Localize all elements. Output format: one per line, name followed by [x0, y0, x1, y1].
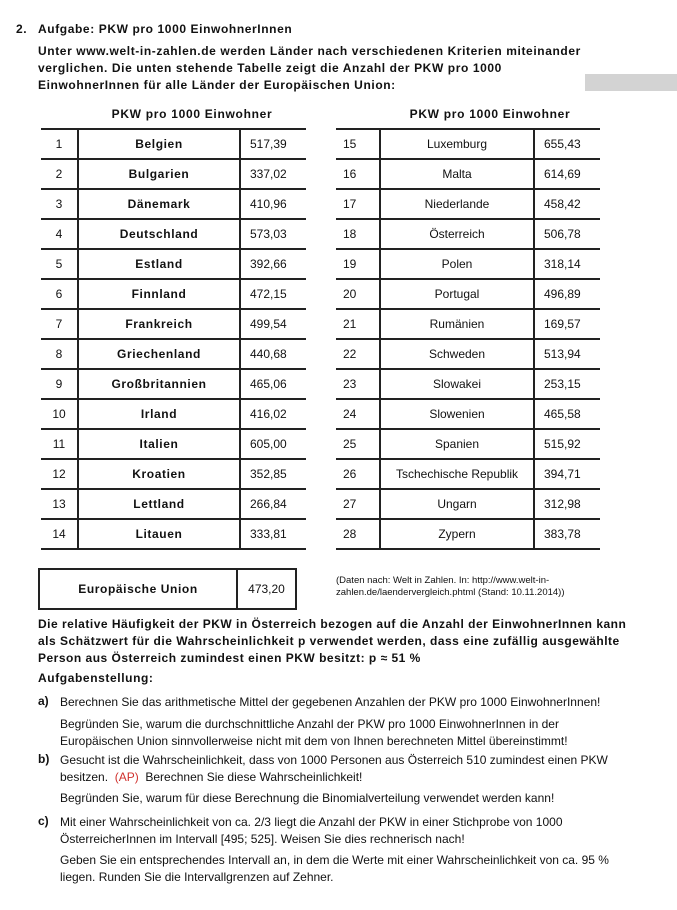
country-name: Finnland	[78, 279, 240, 309]
ap-marker: (AP)	[114, 770, 139, 784]
pkw-value: 266,84	[240, 489, 306, 519]
pkw-value: 614,69	[534, 159, 600, 189]
row-number: 24	[336, 399, 380, 429]
pkw-value: 410,96	[240, 189, 306, 219]
country-name: Niederlande	[380, 189, 534, 219]
pkw-value: 496,89	[534, 279, 600, 309]
relative-line: Die relative Häufigkeit der PKW in Österreich bezogen auf die Anzahl der EinwohnerInnen kann	[38, 617, 627, 631]
part-a-line: Begründen Sie, warum die durchschnittliche Anzahl der PKW pro 1000 EinwohnerInnen in der	[60, 717, 559, 731]
row-number: 1	[41, 129, 78, 159]
table-row	[336, 429, 600, 459]
part-c-line: liegen. Runden Sie die Intervallgrenzen auf Zehner.	[60, 870, 334, 884]
table-row	[336, 249, 600, 279]
table-row	[41, 249, 306, 279]
table-row	[41, 159, 306, 189]
pkw-value: 465,06	[240, 369, 306, 399]
country-name: Rumänien	[380, 309, 534, 339]
table-header-right: PKW pro 1000 Einwohner	[380, 100, 600, 129]
relative-line: Person aus Österreich zumindest einen PKW besitzt: p ≈ 51 %	[38, 651, 421, 665]
country-name: Bulgarien	[78, 159, 240, 189]
table-row	[41, 459, 306, 489]
table-row	[41, 429, 306, 459]
intro-line: EinwohnerInnen für alle Länder der Europäischen Union:	[38, 78, 396, 92]
country-name: Slowenien	[380, 399, 534, 429]
pkw-table-right	[336, 100, 600, 550]
row-number: 22	[336, 339, 380, 369]
country-name: Portugal	[380, 279, 534, 309]
pkw-value: 499,54	[240, 309, 306, 339]
country-name: Großbritannien	[78, 369, 240, 399]
country-name: Österreich	[380, 219, 534, 249]
row-number: 12	[41, 459, 78, 489]
pkw-value: 337,02	[240, 159, 306, 189]
row-number: 16	[336, 159, 380, 189]
pkw-value: 465,58	[534, 399, 600, 429]
country-name: Estland	[78, 249, 240, 279]
row-number: 5	[41, 249, 78, 279]
pkw-value: 573,03	[240, 219, 306, 249]
table-row	[336, 339, 600, 369]
source-line: (Daten nach: Welt in Zahlen. In: http://www.welt-in-	[336, 575, 550, 586]
table-row	[336, 159, 600, 189]
country-name: Zypern	[380, 519, 534, 549]
eu-summary-box	[38, 568, 297, 610]
row-number: 9	[41, 369, 78, 399]
pkw-value: 253,15	[534, 369, 600, 399]
country-name: Frankreich	[78, 309, 240, 339]
table-header-row	[41, 100, 306, 129]
pkw-value: 312,98	[534, 489, 600, 519]
row-number: 20	[336, 279, 380, 309]
country-name: Luxemburg	[380, 129, 534, 159]
part-b-text: Berechnen Sie diese Wahrscheinlichkeit!	[145, 770, 363, 784]
table-row	[336, 369, 600, 399]
country-name: Lettland	[78, 489, 240, 519]
country-name: Schweden	[380, 339, 534, 369]
table-row	[41, 519, 306, 549]
country-name: Slowakei	[380, 369, 534, 399]
pkw-value: 333,81	[240, 519, 306, 549]
pkw-table-left	[41, 100, 306, 550]
row-number: 25	[336, 429, 380, 459]
pkw-value: 440,68	[240, 339, 306, 369]
task-intro	[38, 43, 668, 94]
country-name: Irland	[78, 399, 240, 429]
table-row	[336, 399, 600, 429]
row-number: 18	[336, 219, 380, 249]
row-number: 3	[41, 189, 78, 219]
country-name: Deutschland	[78, 219, 240, 249]
table-row	[336, 219, 600, 249]
part-b-line2	[60, 769, 675, 786]
part-c-paragraph2	[60, 852, 675, 886]
pkw-value: 383,78	[534, 519, 600, 549]
pkw-value: 169,57	[534, 309, 600, 339]
table-row	[336, 129, 600, 159]
row-number: 14	[41, 519, 78, 549]
table-row	[41, 189, 306, 219]
table-row	[336, 279, 600, 309]
eu-value: 473,20	[248, 582, 285, 596]
country-name: Spanien	[380, 429, 534, 459]
table-row	[41, 399, 306, 429]
row-number: 6	[41, 279, 78, 309]
intro-line: verglichen. Die unten stehende Tabelle zeigt die Anzahl der PKW pro 1000	[38, 61, 502, 75]
pkw-value: 506,78	[534, 219, 600, 249]
table-row	[41, 129, 306, 159]
country-name: Dänemark	[78, 189, 240, 219]
table-row	[41, 309, 306, 339]
intro-line: Unter www.welt-in-zahlen.de werden Länder nach verschiedenen Kriterien miteinander	[38, 44, 581, 58]
row-number: 8	[41, 339, 78, 369]
row-number: 27	[336, 489, 380, 519]
source-line: zahlen.de/laendervergleich.phtml (Stand: 10.11.2014))	[336, 587, 565, 598]
table-header-row	[336, 100, 600, 129]
row-number: 21	[336, 309, 380, 339]
country-name: Tschechische Republik	[380, 459, 534, 489]
part-c-line: Mit einer Wahrscheinlichkeit von ca. 2/3 liegt die Anzahl der PKW in einer Stichprobe von 1000	[60, 815, 563, 829]
pkw-value: 392,66	[240, 249, 306, 279]
part-c-line: ÖsterreicherInnen im Intervall [495; 525]. Weisen Sie dies rechnerisch nach!	[60, 832, 465, 846]
country-name: Kroatien	[78, 459, 240, 489]
pkw-value: 515,92	[534, 429, 600, 459]
part-a-line1: Berechnen Sie das arithmetische Mittel der gegebenen Anzahlen der PKW pro 1000 EinwohnerInnen!	[60, 695, 601, 709]
table-row	[336, 189, 600, 219]
country-name: Malta	[380, 159, 534, 189]
pkw-value: 513,94	[534, 339, 600, 369]
part-a-paragraph2	[60, 716, 675, 750]
table-row	[41, 219, 306, 249]
pkw-value: 352,85	[240, 459, 306, 489]
eu-label: Europäische Union	[40, 570, 238, 608]
country-name: Italien	[78, 429, 240, 459]
table-row	[41, 279, 306, 309]
pkw-value: 605,00	[240, 429, 306, 459]
aufgabenstellung-heading: Aufgabenstellung:	[38, 671, 154, 685]
relative-frequency-text	[38, 616, 673, 667]
part-a-line: Europäischen Union sinnvollerweise nicht mit dem von Ihnen berechneten Mittel übereinstimmt!	[60, 734, 568, 748]
pkw-value: 318,14	[534, 249, 600, 279]
row-number: 2	[41, 159, 78, 189]
table-row	[336, 309, 600, 339]
country-name: Polen	[380, 249, 534, 279]
row-number: 26	[336, 459, 380, 489]
row-number: 17	[336, 189, 380, 219]
pkw-value: 655,43	[534, 129, 600, 159]
part-c-paragraph1	[60, 814, 675, 848]
row-number: 15	[336, 129, 380, 159]
part-c-label: c)	[38, 814, 49, 828]
country-name: Litauen	[78, 519, 240, 549]
part-b-text: besitzen.	[60, 770, 109, 784]
row-number: 23	[336, 369, 380, 399]
table-row	[41, 339, 306, 369]
pkw-value: 472,15	[240, 279, 306, 309]
source-note	[336, 575, 666, 599]
row-number: 4	[41, 219, 78, 249]
part-c-line: Geben Sie ein entsprechendes Intervall an, in dem die Werte mit einer Wahrscheinlichkeit von ca. 95 %	[60, 853, 609, 867]
pkw-value: 458,42	[534, 189, 600, 219]
part-b-label: b)	[38, 752, 50, 766]
pkw-value: 394,71	[534, 459, 600, 489]
row-number: 11	[41, 429, 78, 459]
row-number: 13	[41, 489, 78, 519]
table-header-left: PKW pro 1000 Einwohner	[78, 100, 306, 129]
country-name: Ungarn	[380, 489, 534, 519]
task-title: Aufgabe: PKW pro 1000 EinwohnerInnen	[38, 22, 293, 36]
table-row	[336, 459, 600, 489]
part-b-line: Gesucht ist die Wahrscheinlichkeit, dass von 1000 Personen aus Österreich 510 zumindest einen PKW	[60, 753, 608, 767]
relative-line: als Schätzwert für die Wahrscheinlichkeit p verwendet werden, dass eine zufällig ausgewählte	[38, 634, 620, 648]
row-number: 7	[41, 309, 78, 339]
country-name: Griechenland	[78, 339, 240, 369]
row-number: 10	[41, 399, 78, 429]
part-b-paragraph1	[60, 752, 675, 786]
row-number: 19	[336, 249, 380, 279]
country-name: Belgien	[78, 129, 240, 159]
table-row	[336, 489, 600, 519]
table-row	[41, 489, 306, 519]
pkw-value: 416,02	[240, 399, 306, 429]
table-row	[41, 369, 306, 399]
part-b-line3: Begründen Sie, warum für diese Berechnung die Binomialverteilung verwendet werden kann!	[60, 791, 555, 805]
task-number: 2.	[16, 22, 28, 36]
part-a-label: a)	[38, 694, 49, 708]
table-row	[336, 519, 600, 549]
row-number: 28	[336, 519, 380, 549]
pkw-value: 517,39	[240, 129, 306, 159]
